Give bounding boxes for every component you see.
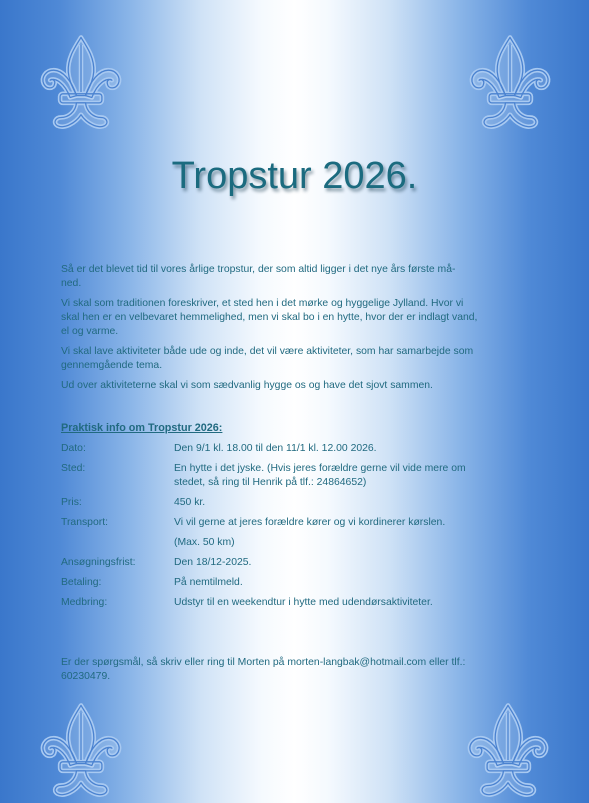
info-label: Medbring:: [61, 597, 108, 608]
intro-paragraph: [61, 263, 551, 291]
info-row-ansogningsfrist: [61, 556, 551, 570]
text-line: gennemgående tema.: [61, 360, 163, 371]
page-title: Tropstur 2026.: [171, 155, 418, 197]
intro-text: [61, 263, 551, 399]
info-value: [174, 516, 551, 530]
info-row-dato: [61, 442, 551, 456]
fleur-de-lis-icon: [462, 700, 554, 800]
text-line: 60230479.: [61, 671, 111, 682]
text-line: Den 18/12-2025.: [174, 557, 252, 568]
info-label: Betaling:: [61, 577, 102, 588]
text-line: Er der spørgsmål, så skriv eller ring til Morten på morten-langbak@hotmail.com eller tlf.:: [61, 657, 466, 668]
info-label: Sted:: [61, 463, 86, 474]
info-row-transport: [61, 516, 551, 530]
intro-paragraph: [61, 297, 551, 339]
info-value: [174, 556, 551, 570]
info-label: Dato:: [61, 443, 86, 454]
fleur-de-lis-icon: [35, 700, 127, 800]
text-line: el og varme.: [61, 326, 119, 337]
text-line: 450 kr.: [174, 497, 206, 508]
info-value: [174, 536, 551, 550]
info-label: Transport:: [61, 517, 108, 528]
text-line: På nemtilmeld.: [174, 577, 243, 588]
fleur-de-lis-icon: [35, 32, 127, 132]
text-line: Vi vil gerne at jeres forældre kører og vi kordinerer kørslen.: [174, 517, 446, 528]
text-line: skal hen er en velbevaret hemmelighed, men vi skal bo i en hytte, hvor der er indlagt vand,: [61, 312, 478, 323]
info-row-medbring: [61, 596, 551, 610]
info-row-sted: [61, 462, 551, 490]
text-line: Udstyr til en weekendtur i hytte med udendørsaktiviteter.: [174, 597, 433, 608]
info-heading: Praktisk info om Tropstur 2026:: [61, 422, 223, 434]
text-line: Ud over aktiviteterne skal vi som sædvanlig hygge os og have det sjovt sammen.: [61, 380, 433, 391]
info-row-betaling: [61, 576, 551, 590]
info-value: [174, 462, 551, 490]
text-line: ned.: [61, 278, 82, 289]
contact-text: [61, 656, 551, 684]
info-value: [174, 576, 551, 590]
text-line: Vi skal lave aktiviteter både ude og inde, det vil være aktiviteter, som har samarbejde som: [61, 346, 474, 357]
info-row-transport-note: [61, 536, 551, 550]
text-line: (Max. 50 km): [174, 537, 235, 548]
info-label: Ansøgningsfrist:: [61, 557, 136, 568]
text-line: stedet, så ring til Henrik på tlf.: 24864652): [174, 477, 367, 488]
info-value: [174, 596, 551, 610]
info-table: [61, 442, 551, 616]
intro-paragraph: [61, 345, 551, 373]
info-row-pris: [61, 496, 551, 510]
text-line: En hytte i det jyske. (Hvis jeres forældre gerne vil vide mere om: [174, 463, 466, 474]
info-label: Pris:: [61, 497, 82, 508]
info-value: [174, 496, 551, 510]
info-value: [174, 442, 551, 456]
intro-paragraph: [61, 379, 551, 393]
text-line: Den 9/1 kl. 18.00 til den 11/1 kl. 12.00 2026.: [174, 443, 377, 454]
text-line: Vi skal som traditionen foreskriver, et sted hen i det mørke og hyggelige Jylland. Hvor vi: [61, 298, 464, 309]
info-label-empty: [61, 536, 174, 550]
fleur-de-lis-icon: [464, 32, 556, 132]
text-line: Så er det blevet tid til vores årlige tropstur, der som altid ligger i det nye års første må-: [61, 264, 456, 275]
